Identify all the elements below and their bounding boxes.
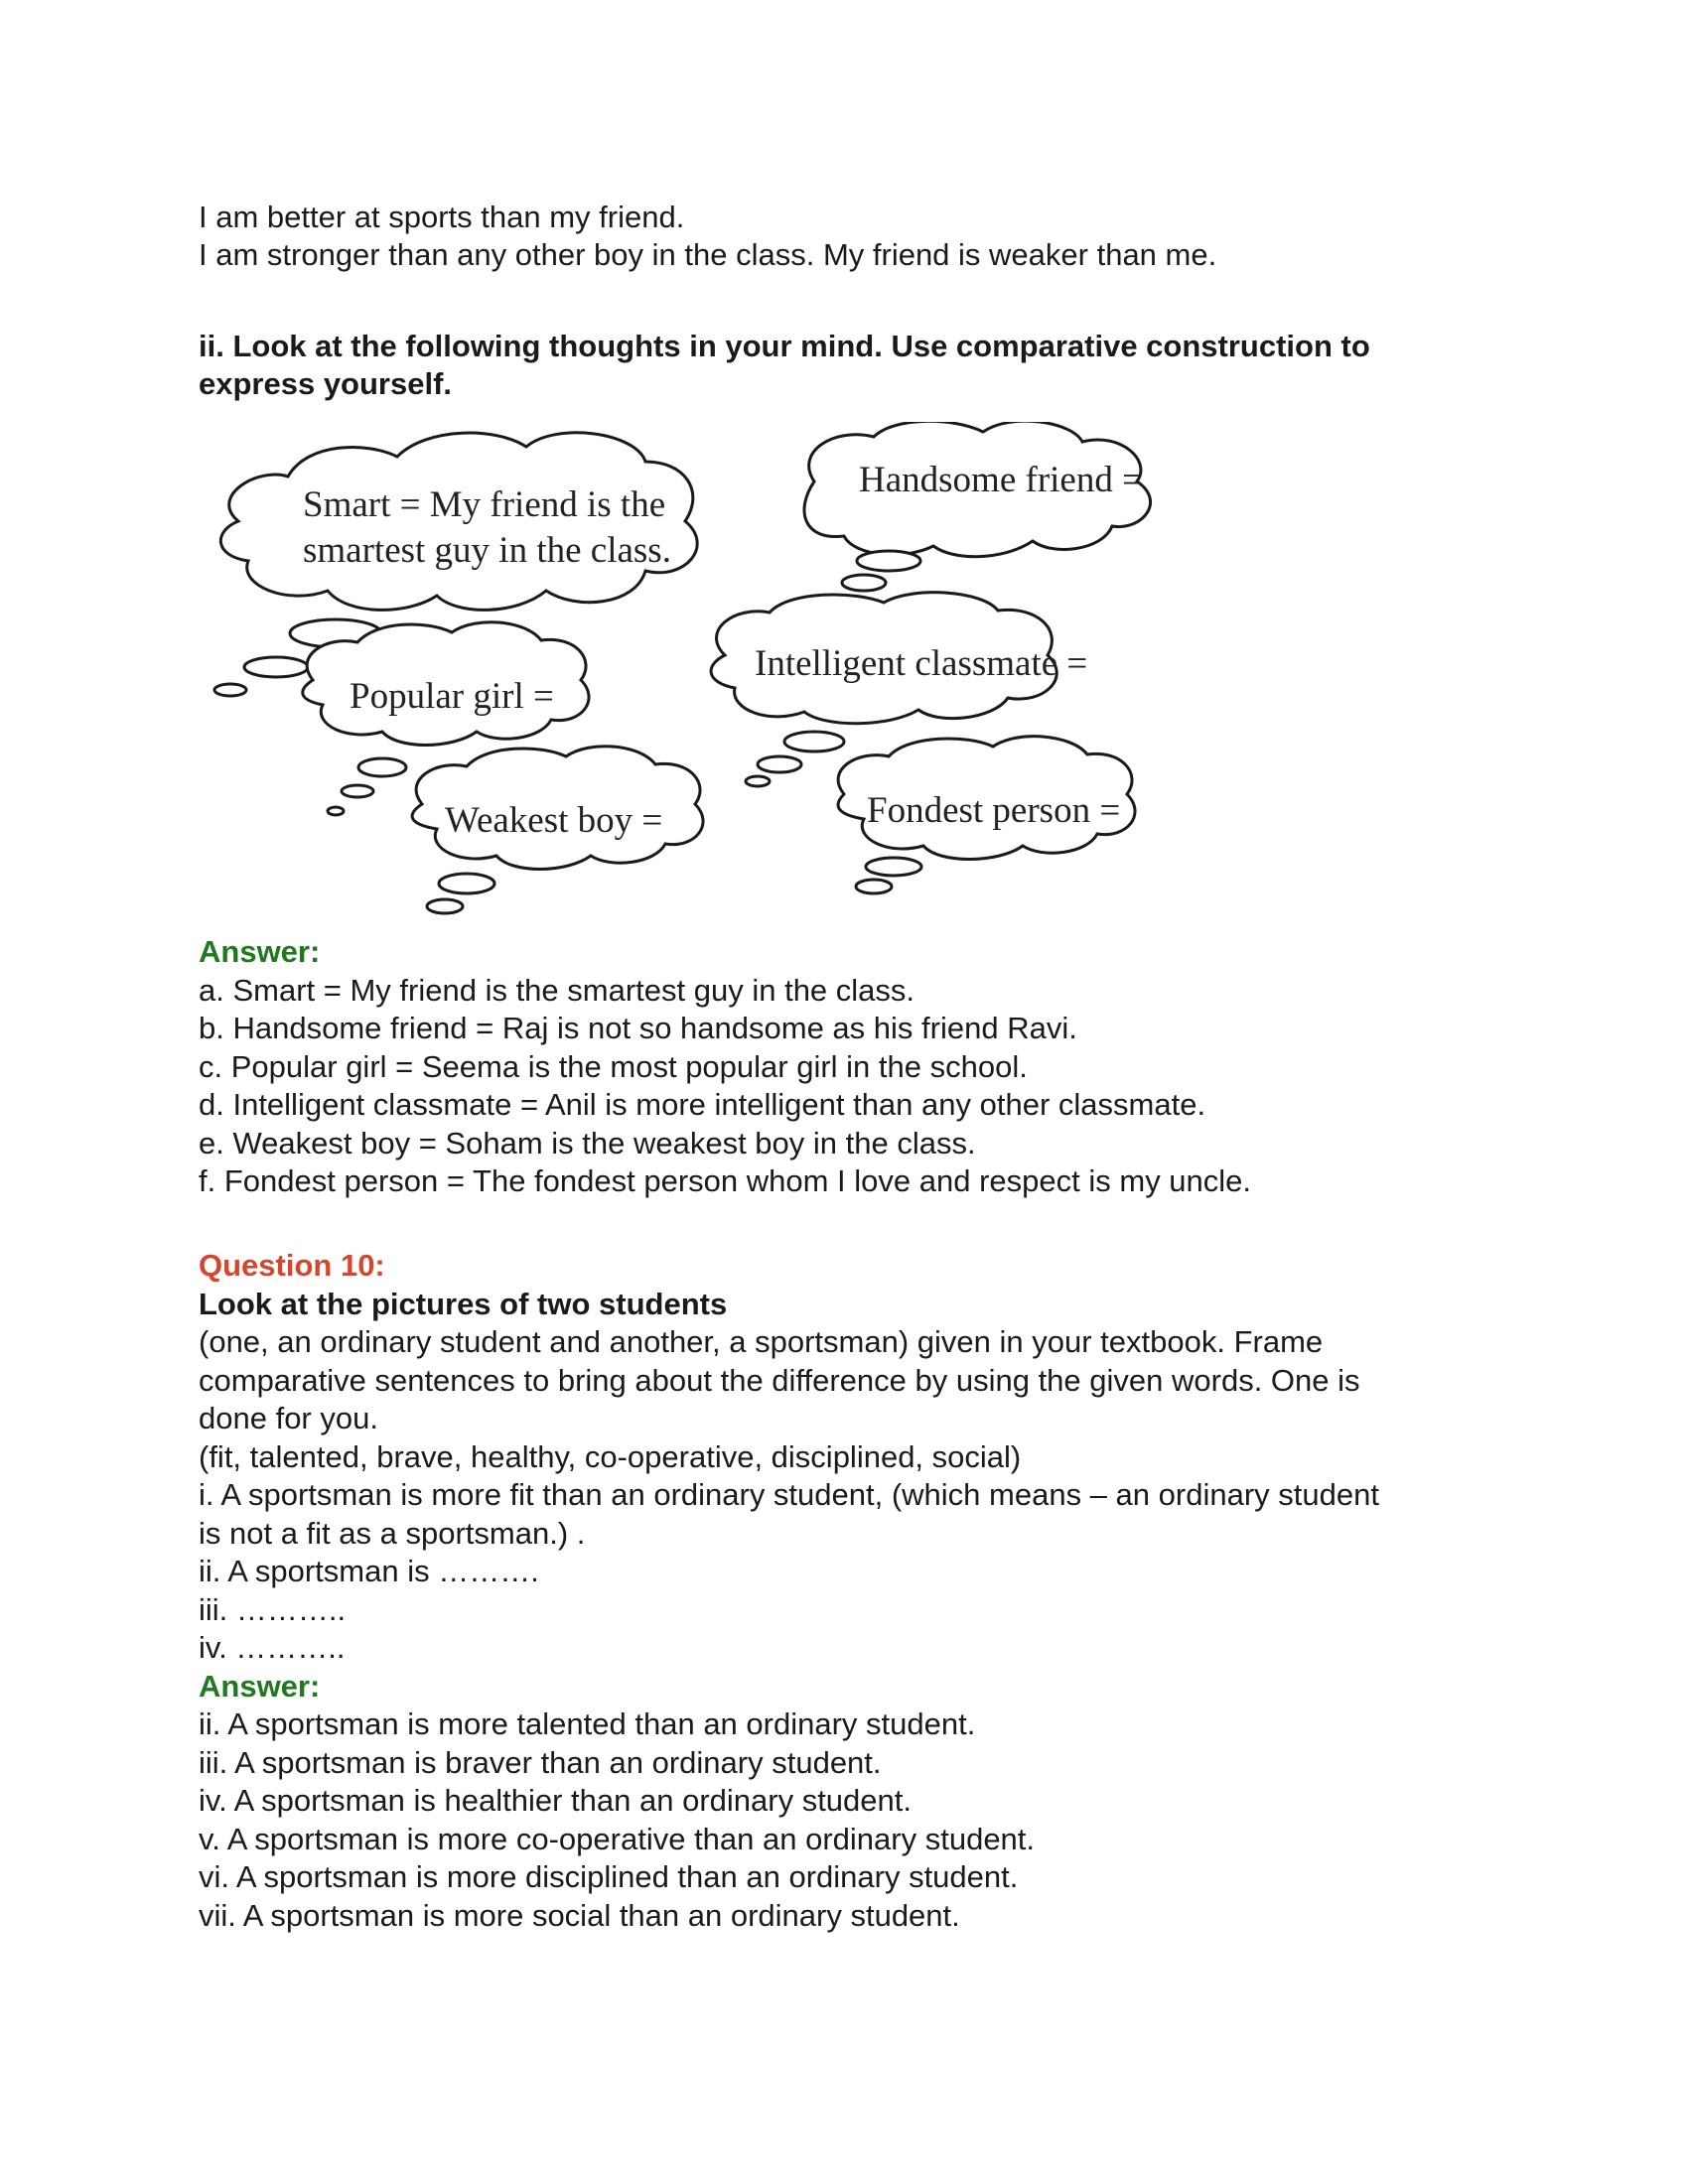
- answer-item: f. Fondest person = The fondest person whom I love and respect is my uncle.: [199, 1163, 1252, 1198]
- answer-section-1: [199, 933, 1489, 1201]
- question-10-text: ii. A sportsman is ……….: [199, 1554, 539, 1588]
- intro-line-1: I am better at sports than my friend.: [199, 200, 685, 234]
- question-10-text: comparative sentences to bring about the difference by using the given words. One is: [199, 1362, 1360, 1398]
- question-10-text: (one, an ordinary student and another, a sportsman) given in your textbook. Frame: [199, 1324, 1324, 1359]
- answer-item: c. Popular girl = Seema is the most popular girl in the school.: [199, 1048, 1028, 1084]
- thought-bubble-fondest: [838, 737, 1135, 893]
- answer-label: Answer:: [199, 1668, 321, 1704]
- question-10-text: is not a fit as a sportsman.) .: [199, 1515, 586, 1551]
- question-10-text: (fit, talented, brave, healthy, co-operative, disciplined, social): [199, 1438, 1022, 1474]
- bubble-weakest-text: Weakest boy =: [445, 800, 663, 841]
- question-10-heading: Look at the pictures of two students: [199, 1286, 728, 1321]
- thought-bubbles-figure: [199, 422, 1231, 938]
- answer-item: d. Intelligent classmate = Anil is more intelligent than any other classmate.: [199, 1087, 1206, 1122]
- answer-item: iii. A sportsman is braver than an ordinary student.: [199, 1744, 882, 1780]
- bubble-intelligent-text: Intelligent classmate =: [755, 643, 1088, 684]
- answer-item: v. A sportsman is more co-operative than an ordinary student.: [199, 1821, 1036, 1856]
- bubble-popular-text: Popular girl =: [350, 676, 554, 717]
- intro-line-2: I am stronger than any other boy in the class. My friend is weaker than me.: [199, 237, 1217, 272]
- answer-item: ii. A sportsman is more talented than an ordinary student.: [199, 1706, 976, 1741]
- bubble-fondest-text: Fondest person =: [867, 790, 1121, 831]
- answer-label: Answer:: [199, 934, 321, 969]
- answer-item: e. Weakest boy = Soham is the weakest boy in the class.: [199, 1125, 976, 1160]
- bubble-smart-line-2: smartest guy in the class.: [303, 530, 671, 571]
- question-10-text: done for you.: [199, 1401, 378, 1435]
- question-10-section: [199, 1247, 1489, 1935]
- bubble-smart-line-1: Smart = My friend is the: [303, 484, 666, 525]
- question-10-text: iii. ………..: [199, 1591, 347, 1627]
- bubble-handsome-text: Handsome friend =: [859, 460, 1143, 500]
- thought-bubble-weakest: [412, 747, 703, 913]
- answer-item: iv. A sportsman is healthier than an ordinary student.: [199, 1783, 912, 1818]
- question-10-text: iv. ………..: [199, 1630, 346, 1665]
- answer-item: b. Handsome friend = Raj is not so handsome as his friend Ravi.: [199, 1011, 1077, 1045]
- answer-item: a. Smart = My friend is the smartest guy in the class.: [199, 972, 915, 1008]
- answer-item: vii. A sportsman is more social than an ordinary student.: [199, 1897, 960, 1933]
- question-10-text: i. A sportsman is more fit than an ordinary student, (which means – an ordinary student: [199, 1477, 1379, 1512]
- section-ii-heading-line-1: ii. Look at the following thoughts in your mind. Use comparative construction to: [199, 329, 1370, 363]
- thought-bubble-handsome: [804, 422, 1151, 591]
- section-ii-heading-line-2: express yourself.: [199, 366, 453, 401]
- question-10-label: Question 10:: [199, 1248, 385, 1283]
- answer-item: vi. A sportsman is more disciplined than an ordinary student.: [199, 1859, 1019, 1894]
